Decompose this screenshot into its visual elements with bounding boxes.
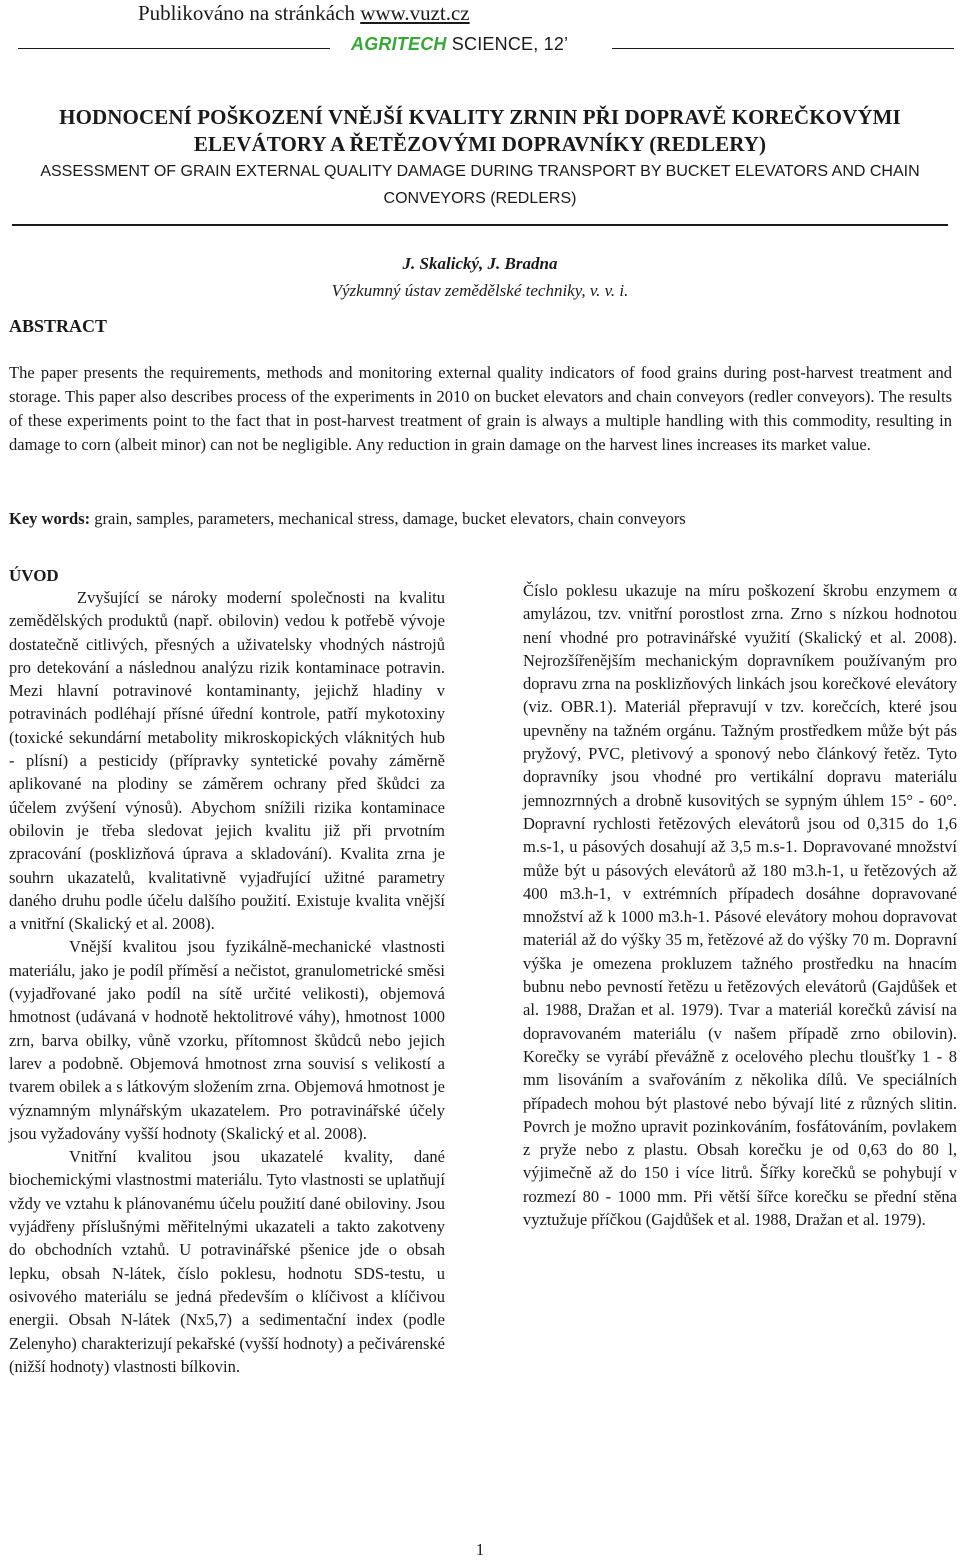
intro-paragraph-4: Číslo poklesu ukazuje na míru poškození škrobu enzymem α amylázou, tzv. vnitřní porostlost zrna. Zrno s nízkou hodnotou není vhodné pro potravinářské využití (Skalický et al. 2008). Nejrozšířenějším mechanickým dopravníkem používaným pro dopravu zrna na posklizňových linkách jsou korečkové elevátory (viz. OBR.1). Materiál přepravují v tzv. korečcích, které jsou upevněny na tažném orgánu. Tažným prostředkem může být pás pryžový, PVC, pletivový a sponový nebo článkový řetěz. Tyto dopravníky jsou vhodné pro vertikální dopravu materiálu jemnozrnných a drobně kusovitých se sypným úhlem 15° - 60°. Dopravní rychlosti řetězových elevátorů jsou od 0,315 do 1,6 m.s-1, u pásových dosahují až 3,5 m.s-1. Dopravované množství může být u pásových elevátorů až 180 m3.h-1, u řetězových až 400 m3.h-1, v extrémních případech dosáhne dopravované množství až k 1000 m3.h-1. Pásové elevátory mohou dopravovat materiál až do výšky 35 m, řetězové až do výšky 70 m. Dopravní výška je omezena prokluzem tažného prostředku na hnacím bubnu nebo pevností řetězu u řetězových elevátorů (Gajdůšek et al. 1988, Dražan et al. 1979). Tvar a materiál korečků závisí na dopravovaném materiálu (v našem případě zrno obilovin). Korečky se vyrábí převážně z ocelového plechu tloušťky 1 - 8 mm lisováním a svařováním z několika dílů. Ve speciálních případech mohou být plastové nebo bývají lité z různých slitin. Povrch je možno upravit pozinkováním, fosfátováním, povlakem z pryže nebo z plastu. Obsah korečku je od 0,63 do 80 l, výjimečně až do 150 i více litrů. Šířky korečků se pohybují v rozmezí 80 - 1000 mm. Při větší šířce korečku se přední stěna vyztužuje příčkou (Gajdůšek et al. 1988, Dražan et al. 1979). (523, 581, 957, 1230)
title-divider (12, 224, 948, 226)
title-cz-line2: ELEVÁTORY A ŘETĚZOVÝMI DOPRAVNÍKY (REDLERY) (193, 132, 767, 156)
title-block (0, 104, 960, 212)
left-column (9, 586, 445, 1378)
intro-heading: ÚVOD (9, 566, 59, 585)
title-en: ASSESSMENT OF GRAIN EXTERNAL QUALITY DAMAGE DURING TRANSPORT BY BUCKET ELEVATORS AND CHAIN CONVEYORS (REDLERS) (40, 163, 920, 207)
keywords-text: grain, samples, parameters, mechanical stress, damage, bucket elevators, chain conveyors (90, 509, 686, 528)
affiliation: Výzkumný ústav zemědělské techniky, v. v. i. (331, 281, 629, 300)
journal-name (351, 33, 568, 55)
intro-paragraph-3: Vnitřní kvalitou jsou ukazatelé kvality, dané biochemickými vlastnostmi materiálu. Tyto vlastnosti se uplatňují vždy ve vztahu k plánovanému účelu použití dané obiloviny. Jsou vyjádřeny příslušnými měřitelnými ukazateli a takto zakotveny do obchodních vztahů. U potravinářské pšenice jde o obsah lepku, obsah N-látek, číslo poklesu, hodnotu SDS-testu, u osivového materiálu se jedná především o klíčivost a klíčivou energii. Obsah N-látek (Nx5,7) a sedimentační index (podle Zelenyho) charakterizují pekařské (vyšší hodnoty) a pečivárenské (nižší hodnoty) vlastnosti bílkovin. (9, 1147, 445, 1376)
author-names: J. Skalický, J. Bradna (402, 254, 558, 273)
right-column (523, 579, 957, 1231)
abstract-text: The paper presents the requirements, methods and monitoring external quality indicators of food grains during post-harvest treatment and storage. This paper also describes process of the experiments in 2010 on bucket elevators and chain conveyors (redler conveyors). The results of these experiments point to the fact that in post-harvest treatment of grain is always a multiple handling with this commodity, resulting in damage to corn (albeit minor) can not be negligible. Any reduction in grain damage on the harvest lines increases its market value. (9, 363, 952, 454)
journal-rest: SCIENCE, 12’ (446, 34, 569, 54)
journal-rule-left (18, 48, 330, 49)
publisher-link[interactable]: www.vuzt.cz (360, 1, 470, 25)
keywords (9, 507, 959, 531)
publisher-prefix: Publikováno na stránkách (138, 1, 361, 25)
keywords-label: Key words: (9, 509, 91, 528)
title-cz-line1: HODNOCENÍ POŠKOZENÍ VNĚJŠÍ KVALITY ZRNIN PŘI DOPRAVĚ KOREČKOVÝMI (59, 105, 901, 129)
intro-paragraph-2: Vnější kvalitou jsou fyzikálně-mechanické vlastnosti materiálu, jako je podíl příměsí a nečistot, granulometrické směsi (vyjadřované jako podíl na sítě určité velikosti), objemová hmotnost (udávaná v hodnotě hektolitrové váhy), hmotnost 1000 zrn, barva obilky, vůně vzorku, přítomnost škůdců nebo jejich larev a podobně. Objemová hmotnost zrna souvisí s velikostí a tvarem obilek a s látkovým složením zrna. Objemová hmotnost je významným mlynářským ukazatelem. Pro potravinářské účely jsou vyžadovány vyšší hodnoty (Skalický et al. 2008). (9, 937, 445, 1143)
intro-paragraph-1: Zvyšující se nároky moderní společnosti na kvalitu zemědělských produktů (např. obilovin) vedou k potřebě vývoje dostatečně citlivých, přesných a uživatelsky vhodných nástrojů pro detekování a následnou analýzu rizik kontaminace potravin. Mezi hlavní potravinové kontaminanty, jejichž hladiny v potravinách podléhají přísné úřední kontrole, patří mykotoxiny (toxické sekundární metabolity mikroskopických vláknitých hub - plísní) a pesticidy (přípravky syntetické povahy záměrně aplikované na plodiny se záměrem ochrany před škůdci za účelem zvýšení výnosů). Abychom snížili rizika kontaminace obilovin je třeba sledovat jejich kvalitu již při prvotním zpracování (posklizňová úprava a skladování). Kvalita zrna je souhrn ukazatelů, kvalitativně vyjadřující užitné parametry daného druhu podle účelu dalšího použití. Existuje kvalita vnější a vnitřní (Skalický et al. 2008). (9, 588, 445, 934)
journal-header (18, 33, 954, 57)
journal-rule-right (612, 48, 954, 49)
page-number: 1 (475, 1540, 485, 1559)
publisher-line (138, 0, 470, 26)
abstract-heading: ABSTRACT (9, 316, 108, 336)
journal-brand: AGRITECH (351, 34, 447, 54)
authors-block (0, 253, 960, 303)
